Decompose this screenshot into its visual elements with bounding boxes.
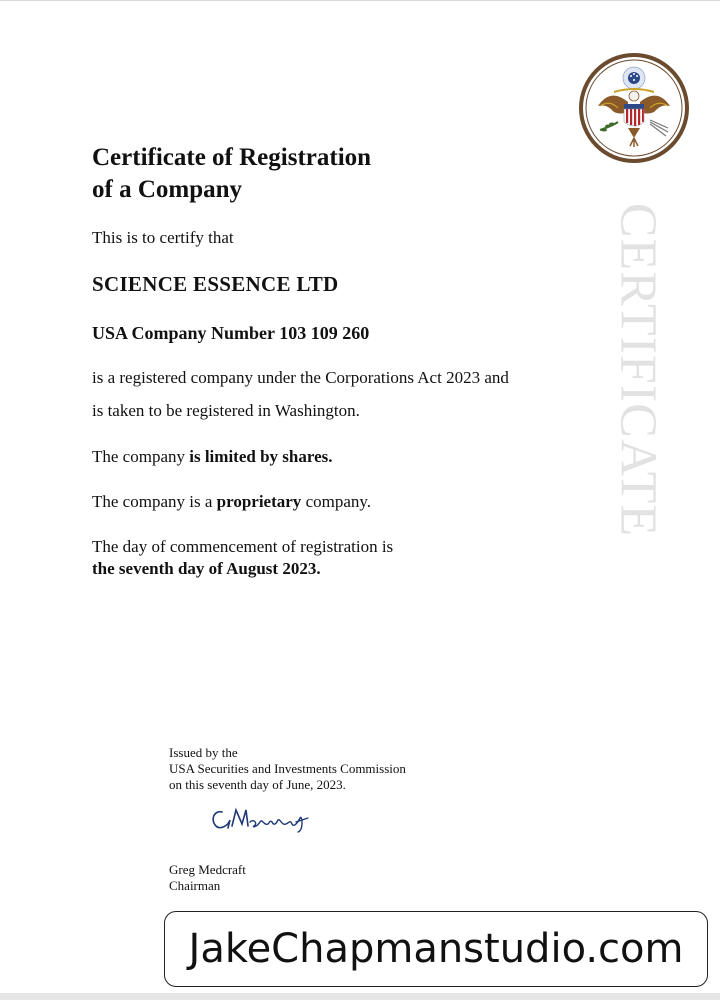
registered-line-1: is a registered company under the Corporations Act 2023 and xyxy=(92,368,509,387)
type-bold: proprietary xyxy=(216,492,302,511)
limited-statement xyxy=(92,446,333,468)
limited-prefix: The company xyxy=(92,447,190,466)
type-suffix: company. xyxy=(301,492,372,511)
company-name: SCIENCE ESSENCE LTD xyxy=(92,272,339,296)
title-line-2: of a Company xyxy=(92,176,243,203)
issuer-line-2: USA Securities and Investments Commission xyxy=(169,761,406,776)
signatory-block xyxy=(169,862,246,894)
certify-intro: This is to certify that xyxy=(92,228,234,247)
issuer-line-3: on this seventh day of June, 2023. xyxy=(169,777,346,792)
commencement-line: The day of commencement of registration is xyxy=(92,537,394,556)
commencement-date-bold: the seventh day of August 2023. xyxy=(92,559,321,578)
certificate-title xyxy=(92,142,371,206)
title-line-1: Certificate of Registration xyxy=(92,144,372,171)
issuer-line-1: Issued by the xyxy=(169,745,238,760)
site-watermark-text: JakeChapmanstudio.com xyxy=(188,926,684,972)
signatory-name: Greg Medcraft xyxy=(169,862,246,877)
site-watermark-box xyxy=(164,911,708,987)
top-border xyxy=(0,0,720,1)
registered-line-2: is taken to be registered in Washington. xyxy=(92,401,360,420)
issuer-block xyxy=(169,745,406,793)
company-type-statement xyxy=(92,491,371,513)
limited-bold: is limited by shares. xyxy=(189,447,333,466)
certificate-watermark: CERTIFICATE xyxy=(609,202,667,538)
commencement-date xyxy=(92,558,321,580)
type-prefix: The company is a xyxy=(92,492,217,511)
great-seal-icon xyxy=(578,52,690,164)
bottom-border xyxy=(0,993,720,1000)
company-number: USA Company Number 103 109 260 xyxy=(92,323,370,343)
signature-image xyxy=(206,802,324,838)
signatory-role: Chairman xyxy=(169,878,221,893)
